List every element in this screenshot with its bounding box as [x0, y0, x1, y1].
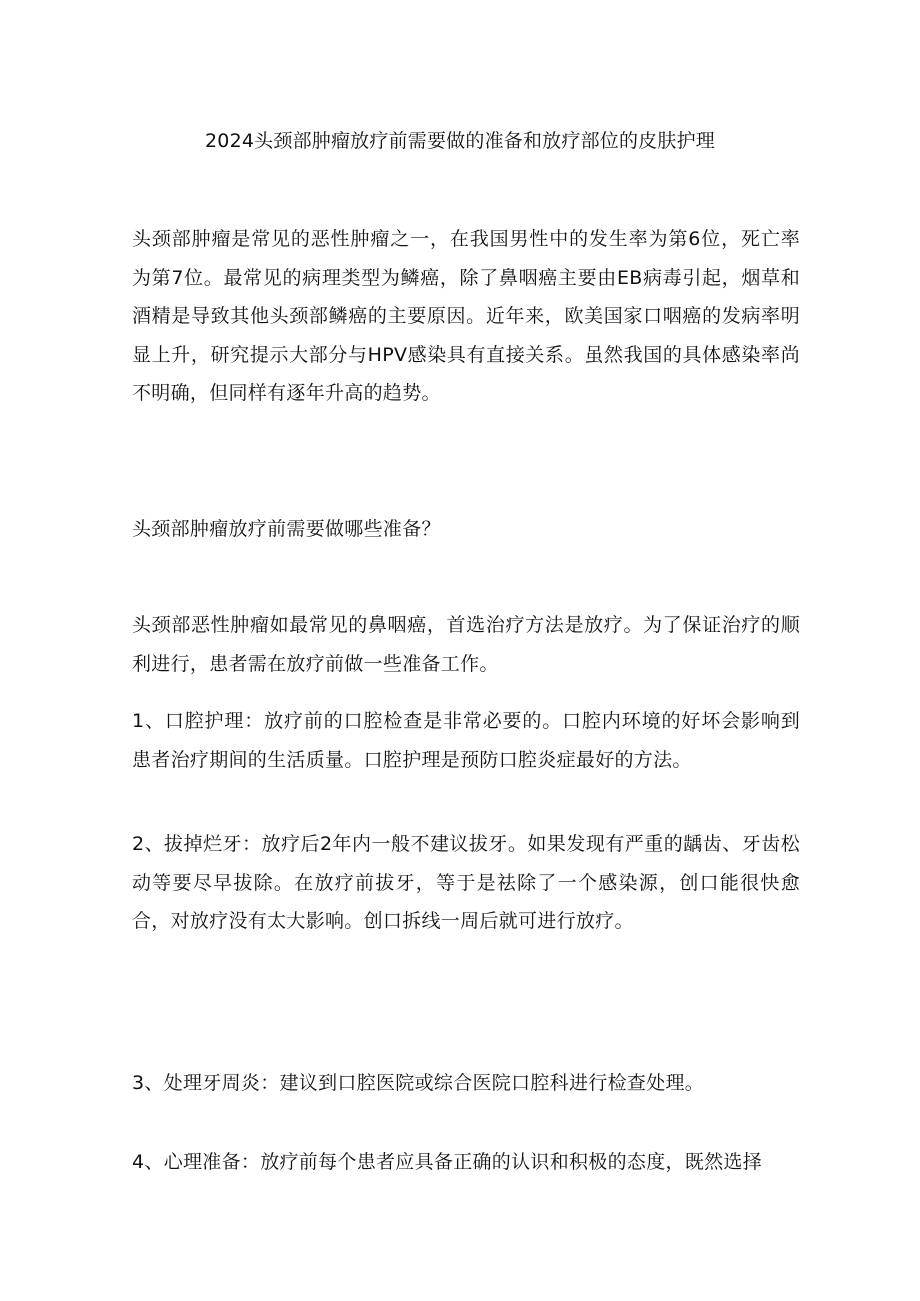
intro-paragraph: 头颈部肿瘤是常见的恶性肿瘤之一，在我国男性中的发生率为第6位，死亡率为第7位。最常见的病理类型为鳞癌，除了鼻咽癌主要由EB病毒引起，烟草和酒精是导致其他头颈部鳞癌的主要原因。近年来，欧美国家口咽癌的发病率明显上升，研究提示大部分与HPV感染具有直接关系。虽然我国的具体感染率尚不明确，但同样有逐年升高的趋势。: [132, 228, 800, 404]
section-question: 头颈部肿瘤放疗前需要做哪些准备？: [132, 518, 441, 540]
document-title: 2024头颈部肿瘤放疗前需要做的准备和放疗部位的皮肤护理: [205, 130, 715, 152]
lead-paragraph: 头颈部恶性肿瘤如最常见的鼻咽癌，首选治疗方法是放疗。为了保证治疗的顺利进行，患者需在放疗前做一些准备工作。: [132, 614, 800, 675]
list-item-periodontitis: 3、处理牙周炎：建议到口腔医院或综合医院口腔科进行检查处理。: [132, 1072, 705, 1094]
list-item-psychological-prep: 4、心理准备：放疗前每个患者应具备正确的认识和积极的态度，既然选择: [132, 1151, 762, 1173]
list-item-tooth-extraction: 2、拔掉烂牙：放疗后2年内一般不建议拔牙。如果发现有严重的龋齿、牙齿松动等要尽早拔除。在放疗前拔牙，等于是祛除了一个感染源，创口能很快愈合，对放疗没有太大影响。创口拆线一周后就可进行放疗。: [132, 833, 800, 932]
list-item-oral-care: 1、口腔护理：放疗前的口腔检查是非常必要的。口腔内环境的好坏会影响到患者治疗期间的生活质量。口腔护理是预防口腔炎症最好的方法。: [132, 710, 800, 771]
